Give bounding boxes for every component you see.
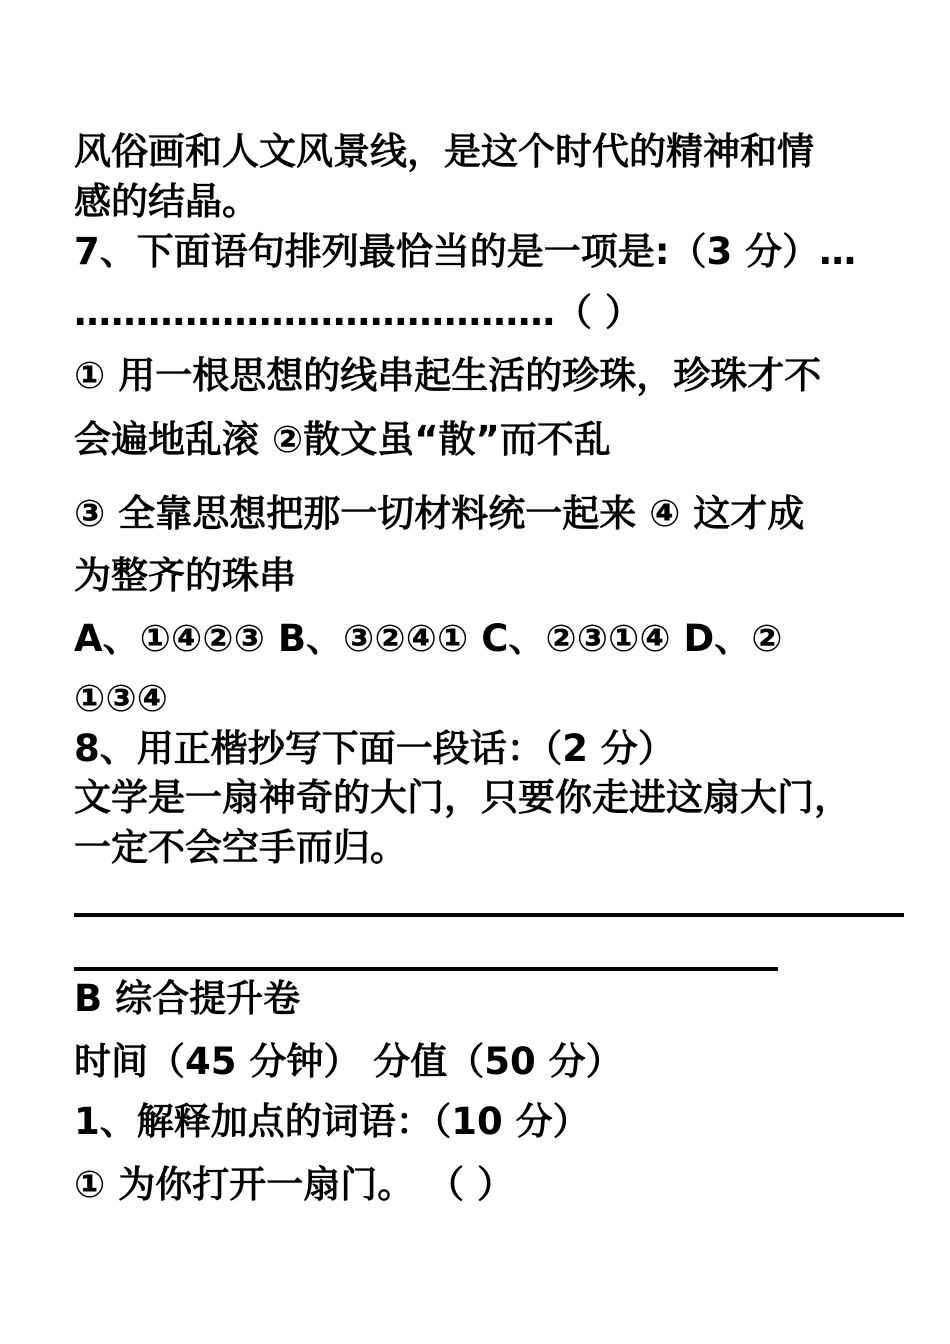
answer-blank-line-2 bbox=[74, 967, 778, 971]
question-8-title: 8、用正楷抄写下面一段话：（2 分） bbox=[74, 727, 675, 770]
question-7-title: 7、下面语句排列最恰当的是一项是:（3 分）… bbox=[74, 230, 857, 273]
answer-blank-line-1 bbox=[74, 913, 904, 917]
text-line-1: 风俗画和人文风景线，是这个时代的精神和情 bbox=[74, 130, 814, 173]
question-7-sentence-1: ① 用一根思想的线串起生活的珍珠，珍珠才不 bbox=[74, 354, 822, 397]
question-7-sentence-3: ③ 全靠思想把那一切材料统一起来 ④ 这才成 bbox=[74, 492, 805, 535]
question-8-passage-1: 文学是一扇神奇的大门，只要你走进这扇大门， bbox=[74, 776, 851, 819]
text-line-2: 感的结晶。 bbox=[74, 180, 259, 223]
section-b-title: B 综合提升卷 bbox=[74, 977, 301, 1020]
question-8-passage-2: 一定不会空手而归。 bbox=[74, 826, 407, 869]
question-7-answer-blank: …………………………………（ ） bbox=[74, 291, 642, 334]
question-7-options: A、①④②③ B、③②④① C、②③①④ D、② bbox=[74, 617, 783, 660]
section-b-question-1-title: 1、解释加点的词语：（10 分） bbox=[74, 1100, 590, 1143]
question-7-options-cont: ①③④ bbox=[74, 677, 168, 720]
question-7-sentence-2: 会遍地乱滚 ②散文虽“散”而不乱 bbox=[74, 418, 611, 461]
section-b-question-1-item-1: ① 为你打开一扇门。 （ ） bbox=[74, 1163, 514, 1206]
section-b-time-score: 时间（45 分钟） 分值（50 分） bbox=[74, 1040, 623, 1083]
question-7-sentence-4: 为整齐的珠串 bbox=[74, 554, 296, 597]
